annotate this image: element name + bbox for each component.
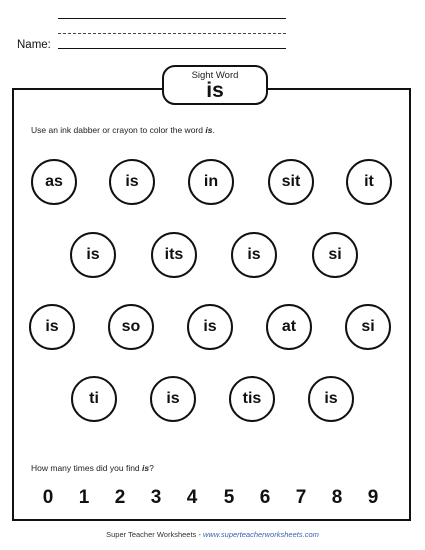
word-bubble[interactable]: is xyxy=(187,304,233,350)
title-word: is xyxy=(206,79,224,102)
word-bubble[interactable]: in xyxy=(188,159,234,205)
instruction-word: is xyxy=(205,125,213,135)
footer-url[interactable]: www.superteacherworksheets.com xyxy=(202,530,319,539)
answer-number-7[interactable]: 7 xyxy=(295,487,307,508)
answer-number-0[interactable]: 0 xyxy=(42,487,54,508)
word-bubble[interactable]: so xyxy=(108,304,154,350)
word-bubble[interactable]: is xyxy=(150,376,196,422)
word-bubble[interactable]: its xyxy=(151,232,197,278)
footer xyxy=(0,530,425,539)
word-bubble[interactable]: ti xyxy=(71,376,117,422)
word-bubble[interactable]: is xyxy=(109,159,155,205)
word-bubble[interactable]: at xyxy=(266,304,312,350)
answer-number-1[interactable]: 1 xyxy=(78,487,90,508)
instruction-suffix: . xyxy=(212,125,215,135)
question-prefix: How many times did you find xyxy=(31,463,143,473)
name-top-line xyxy=(58,18,286,19)
answer-number-3[interactable]: 3 xyxy=(150,487,162,508)
instruction-text xyxy=(31,125,215,135)
instruction-prefix: Use an ink dabber or crayon to color the word xyxy=(31,125,206,135)
title-subtitle: Sight Word xyxy=(191,70,239,81)
word-bubble[interactable]: as xyxy=(31,159,77,205)
name-guide-line xyxy=(58,33,286,34)
answer-number-2[interactable]: 2 xyxy=(114,487,126,508)
footer-brand: Super Teacher Worksheets - xyxy=(106,530,203,539)
word-bubble[interactable]: sit xyxy=(268,159,314,205)
word-bubble[interactable]: is xyxy=(70,232,116,278)
word-bubble[interactable]: is xyxy=(29,304,75,350)
count-question xyxy=(31,463,154,473)
word-bubble[interactable]: si xyxy=(345,304,391,350)
word-bubble[interactable]: it xyxy=(346,159,392,205)
sight-word-title xyxy=(162,65,268,105)
answer-number-4[interactable]: 4 xyxy=(186,487,198,508)
answer-number-9[interactable]: 9 xyxy=(367,487,379,508)
answer-number-8[interactable]: 8 xyxy=(331,487,343,508)
answer-number-6[interactable]: 6 xyxy=(259,487,271,508)
name-writing-line[interactable] xyxy=(58,48,286,49)
answer-number-5[interactable]: 5 xyxy=(223,487,235,508)
word-bubble[interactable]: tis xyxy=(229,376,275,422)
word-bubble[interactable]: is xyxy=(308,376,354,422)
question-suffix: ? xyxy=(149,463,154,473)
name-label: Name: xyxy=(17,39,51,51)
word-bubble[interactable]: si xyxy=(312,232,358,278)
question-word: is xyxy=(142,463,150,473)
word-bubble[interactable]: is xyxy=(231,232,277,278)
